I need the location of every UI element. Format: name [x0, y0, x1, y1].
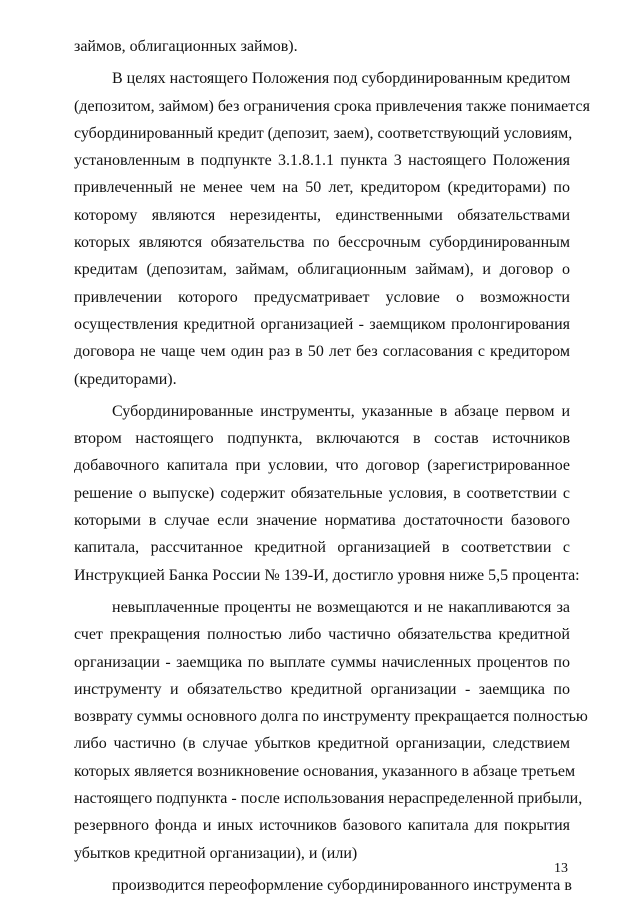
text-line: займов, облигационных займов).: [74, 38, 298, 55]
text-line: добавочного капитала при условии, что договор (зарегистрированное: [74, 457, 570, 475]
text-line: Субординированные инструменты, указанные в абзаце первом и: [112, 402, 570, 420]
text-line: убытков кредитной организации), и (или): [74, 844, 358, 862]
text-line: резервного фонда и иных источников базового капитала для покрытия: [74, 817, 570, 835]
text-line: (депозитом, займом) без ограничения срока привлечения также понимается: [74, 97, 590, 115]
text-line: решение о выпуске) содержит обязательные условия, в соответствии с: [74, 484, 570, 502]
text-line: организации - заемщика по выплате суммы начисленных процентов по: [74, 653, 570, 671]
text-line: которых являются обязательства по бессрочным субординированным: [74, 234, 570, 252]
text-line: В целях настоящего Положения под субординированным кредитом: [112, 70, 571, 88]
text-line: счет прекращения полностью либо частично обязательства кредитной: [74, 626, 570, 644]
paragraph-reissue: [74, 872, 570, 899]
paragraph-unpaid-interest: [74, 594, 588, 867]
text-line: установленным в подпункте 3.1.8.1.1 пункта 3 настоящего Положения: [74, 152, 570, 170]
text-line: невыплаченные проценты не возмещаются и не накапливаются за: [112, 598, 570, 616]
text-line: инструменту и обязательство кредитной организации - заемщика по: [74, 680, 570, 698]
document-body: [74, 33, 590, 899]
text-line: договора не чаще чем один раз в 50 лет без согласования с кредитором: [74, 343, 570, 361]
page-number: 13: [554, 861, 568, 876]
text-line: кредитам (депозитам, займам, облигационным займам), и договор о: [74, 261, 570, 279]
text-line: либо частично (в случае убытков кредитной организации, следствием: [74, 735, 570, 753]
text-line: которыми в случае если значение норматива достаточности базового: [74, 512, 570, 530]
text-line: привлечении которого предусматривает условие о возможности: [74, 288, 570, 306]
text-line: осуществления кредитной организацией - заемщиком пролонгирования: [74, 315, 570, 333]
text-line: производится переоформление субординированного инструмента в: [112, 876, 572, 894]
text-line: которому являются нерезиденты, единственными обязательствами: [74, 206, 570, 224]
text-line: которых является возникновение основания, указанного в абзаце третьем: [74, 762, 576, 780]
text-line: настоящего подпункта - после использования нераспределенной прибыли,: [74, 790, 583, 808]
text-line: втором настоящего подпункта, включаются в состав источников: [74, 430, 570, 448]
paragraph-instruments: [74, 398, 580, 589]
paragraph-continuation: [74, 33, 570, 60]
text-line: капитала, рассчитанное кредитной организацией в соответствии с: [74, 539, 570, 557]
text-line: субординированный кредит (депозит, заем), соответствующий условиям,: [74, 124, 573, 142]
text-line: привлеченный не менее чем на 50 лет, кредитором (кредиторами) по: [74, 179, 570, 197]
text-line: (кредиторами).: [74, 370, 177, 388]
paragraph-subordinated-credit: [74, 65, 590, 393]
text-line: Инструкцией Банка России № 139-И, достигло уровня ниже 5,5 процента:: [74, 566, 580, 584]
text-line: возврату суммы основного долга по инструменту прекращается полностью: [74, 708, 588, 726]
